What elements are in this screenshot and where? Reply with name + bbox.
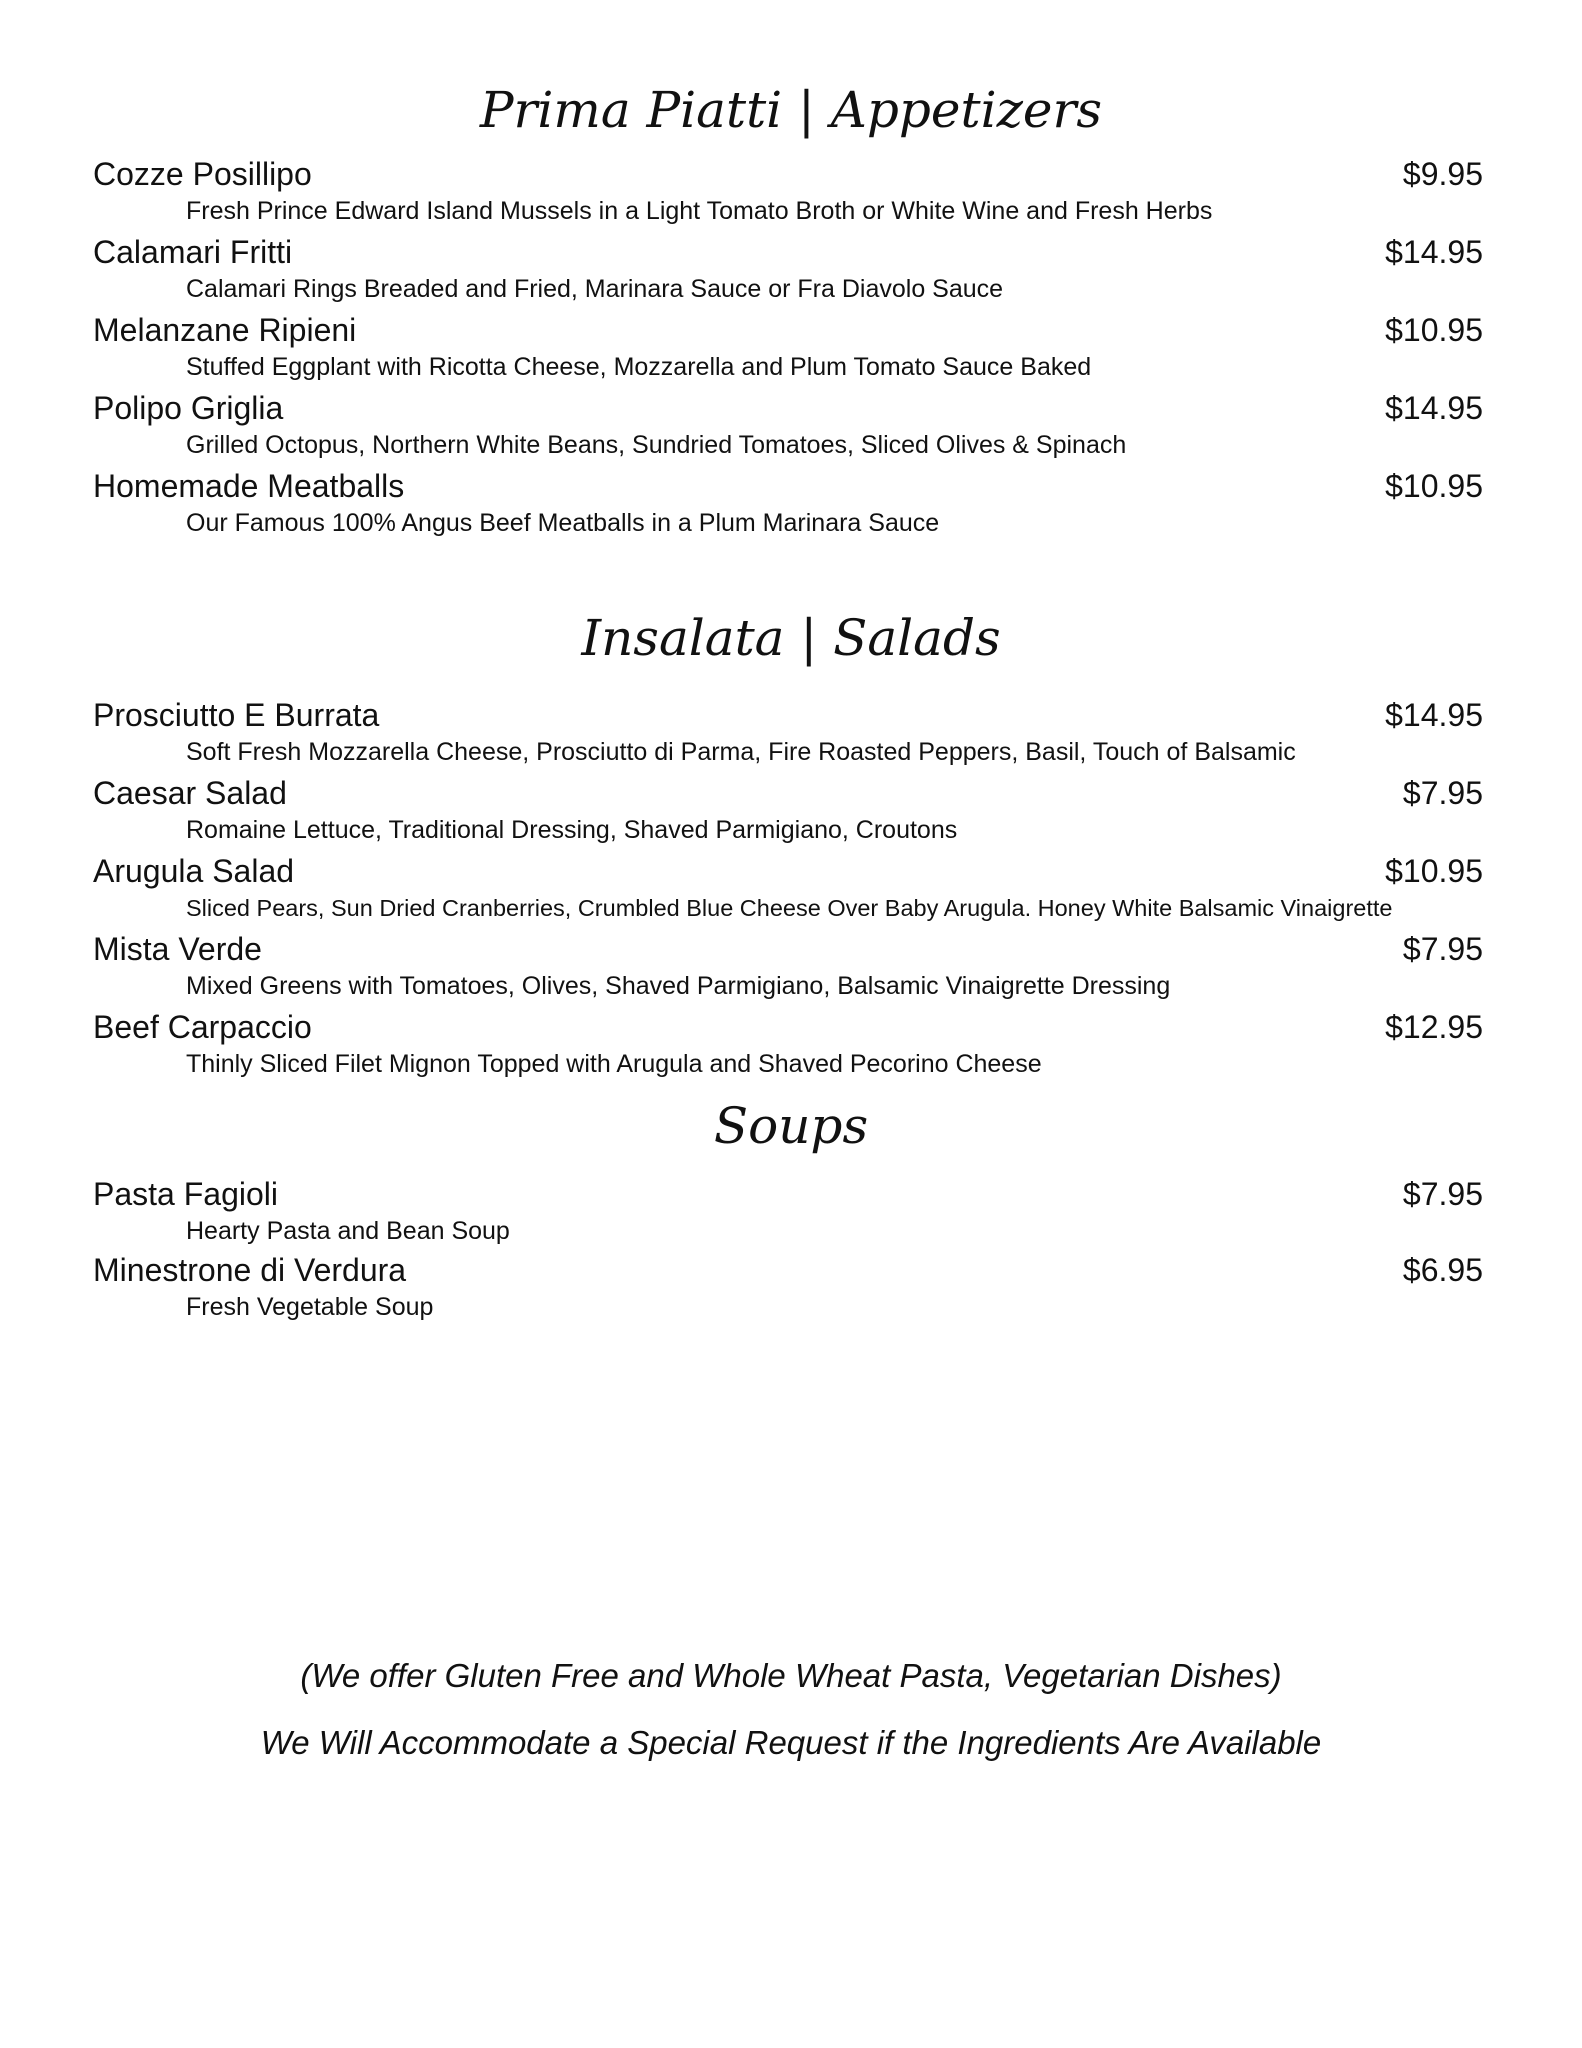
item-description: Hearty Pasta and Bean Soup: [186, 1217, 510, 1245]
item-name: Beef Carpaccio: [93, 1009, 312, 1045]
menu-item: [93, 695, 1483, 769]
menu-item: [93, 310, 1483, 384]
item-price: $10.95: [1385, 468, 1483, 504]
item-description: Fresh Vegetable Soup: [186, 1293, 434, 1321]
section-title-soups: Soups: [713, 1097, 869, 1155]
item-description: Soft Fresh Mozzarella Cheese, Prosciutto di Parma, Fire Roasted Peppers, Basil, Touch of Balsamic: [186, 738, 1296, 766]
item-price: $14.95: [1385, 697, 1483, 733]
item-name: Arugula Salad: [93, 853, 295, 889]
item-price: $10.95: [1385, 853, 1483, 889]
menu-item: [93, 466, 1483, 540]
item-price: $7.95: [1402, 931, 1483, 967]
item-description: Fresh Prince Edward Island Mussels in a Light Tomato Broth or White Wine and Fresh Herbs: [186, 197, 1213, 225]
item-name: Melanzane Ripieni: [93, 312, 357, 348]
item-description: Sliced Pears, Sun Dried Cranberries, Crumbled Blue Cheese Over Baby Arugula. Honey White Balsamic Vinaigrette: [186, 895, 1393, 921]
menu-item: [93, 773, 1483, 847]
menu-item: [93, 1174, 1483, 1248]
section-title-salads: Insalata | Salads: [581, 609, 1001, 667]
item-description: Calamari Rings Breaded and Fried, Marinara Sauce or Fra Diavolo Sauce: [186, 275, 1004, 303]
item-name: Pasta Fagioli: [93, 1176, 278, 1212]
menu-item: [93, 1007, 1483, 1081]
menu-item: [93, 388, 1483, 462]
menu-item: [93, 154, 1483, 228]
dietary-note: (We offer Gluten Free and Whole Wheat Pasta, Vegetarian Dishes): [300, 1657, 1282, 1694]
item-price: $10.95: [1385, 312, 1483, 348]
item-price: $6.95: [1402, 1252, 1483, 1288]
item-price: $14.95: [1385, 390, 1483, 426]
special-request-note: We Will Accommodate a Special Request if the Ingredients Are Available: [260, 1724, 1322, 1761]
item-name: Caesar Salad: [93, 775, 287, 811]
item-price: $14.95: [1385, 234, 1483, 270]
item-price: $9.95: [1402, 156, 1483, 192]
item-name: Prosciutto E Burrata: [93, 697, 380, 733]
item-name: Cozze Posillipo: [93, 156, 312, 192]
item-description: Stuffed Eggplant with Ricotta Cheese, Mozzarella and Plum Tomato Sauce Baked: [186, 353, 1092, 381]
item-description: Our Famous 100% Angus Beef Meatballs in a Plum Marinara Sauce: [186, 509, 940, 537]
menu-item: [93, 929, 1483, 1003]
item-name: Homemade Meatballs: [93, 468, 405, 504]
menu-item: [93, 1250, 1483, 1324]
item-price: $7.95: [1402, 775, 1483, 811]
menu-item: [93, 851, 1483, 925]
section-title-appetizers: Prima Piatti | Appetizers: [479, 81, 1103, 139]
menu-item: [93, 232, 1483, 306]
item-description: Thinly Sliced Filet Mignon Topped with Arugula and Shaved Pecorino Cheese: [186, 1050, 1042, 1078]
item-description: Grilled Octopus, Northern White Beans, Sundried Tomatoes, Sliced Olives & Spinach: [186, 431, 1127, 459]
item-description: Mixed Greens with Tomatoes, Olives, Shaved Parmigiano, Balsamic Vinaigrette Dressing: [186, 972, 1171, 1000]
item-price: $12.95: [1385, 1009, 1483, 1045]
item-name: Calamari Fritti: [93, 234, 293, 270]
item-name: Minestrone di Verdura: [93, 1252, 407, 1288]
item-description: Romaine Lettuce, Traditional Dressing, Shaved Parmigiano, Croutons: [186, 816, 958, 844]
item-price: $7.95: [1402, 1176, 1483, 1212]
item-name: Mista Verde: [93, 931, 262, 967]
item-name: Polipo Griglia: [93, 390, 284, 426]
